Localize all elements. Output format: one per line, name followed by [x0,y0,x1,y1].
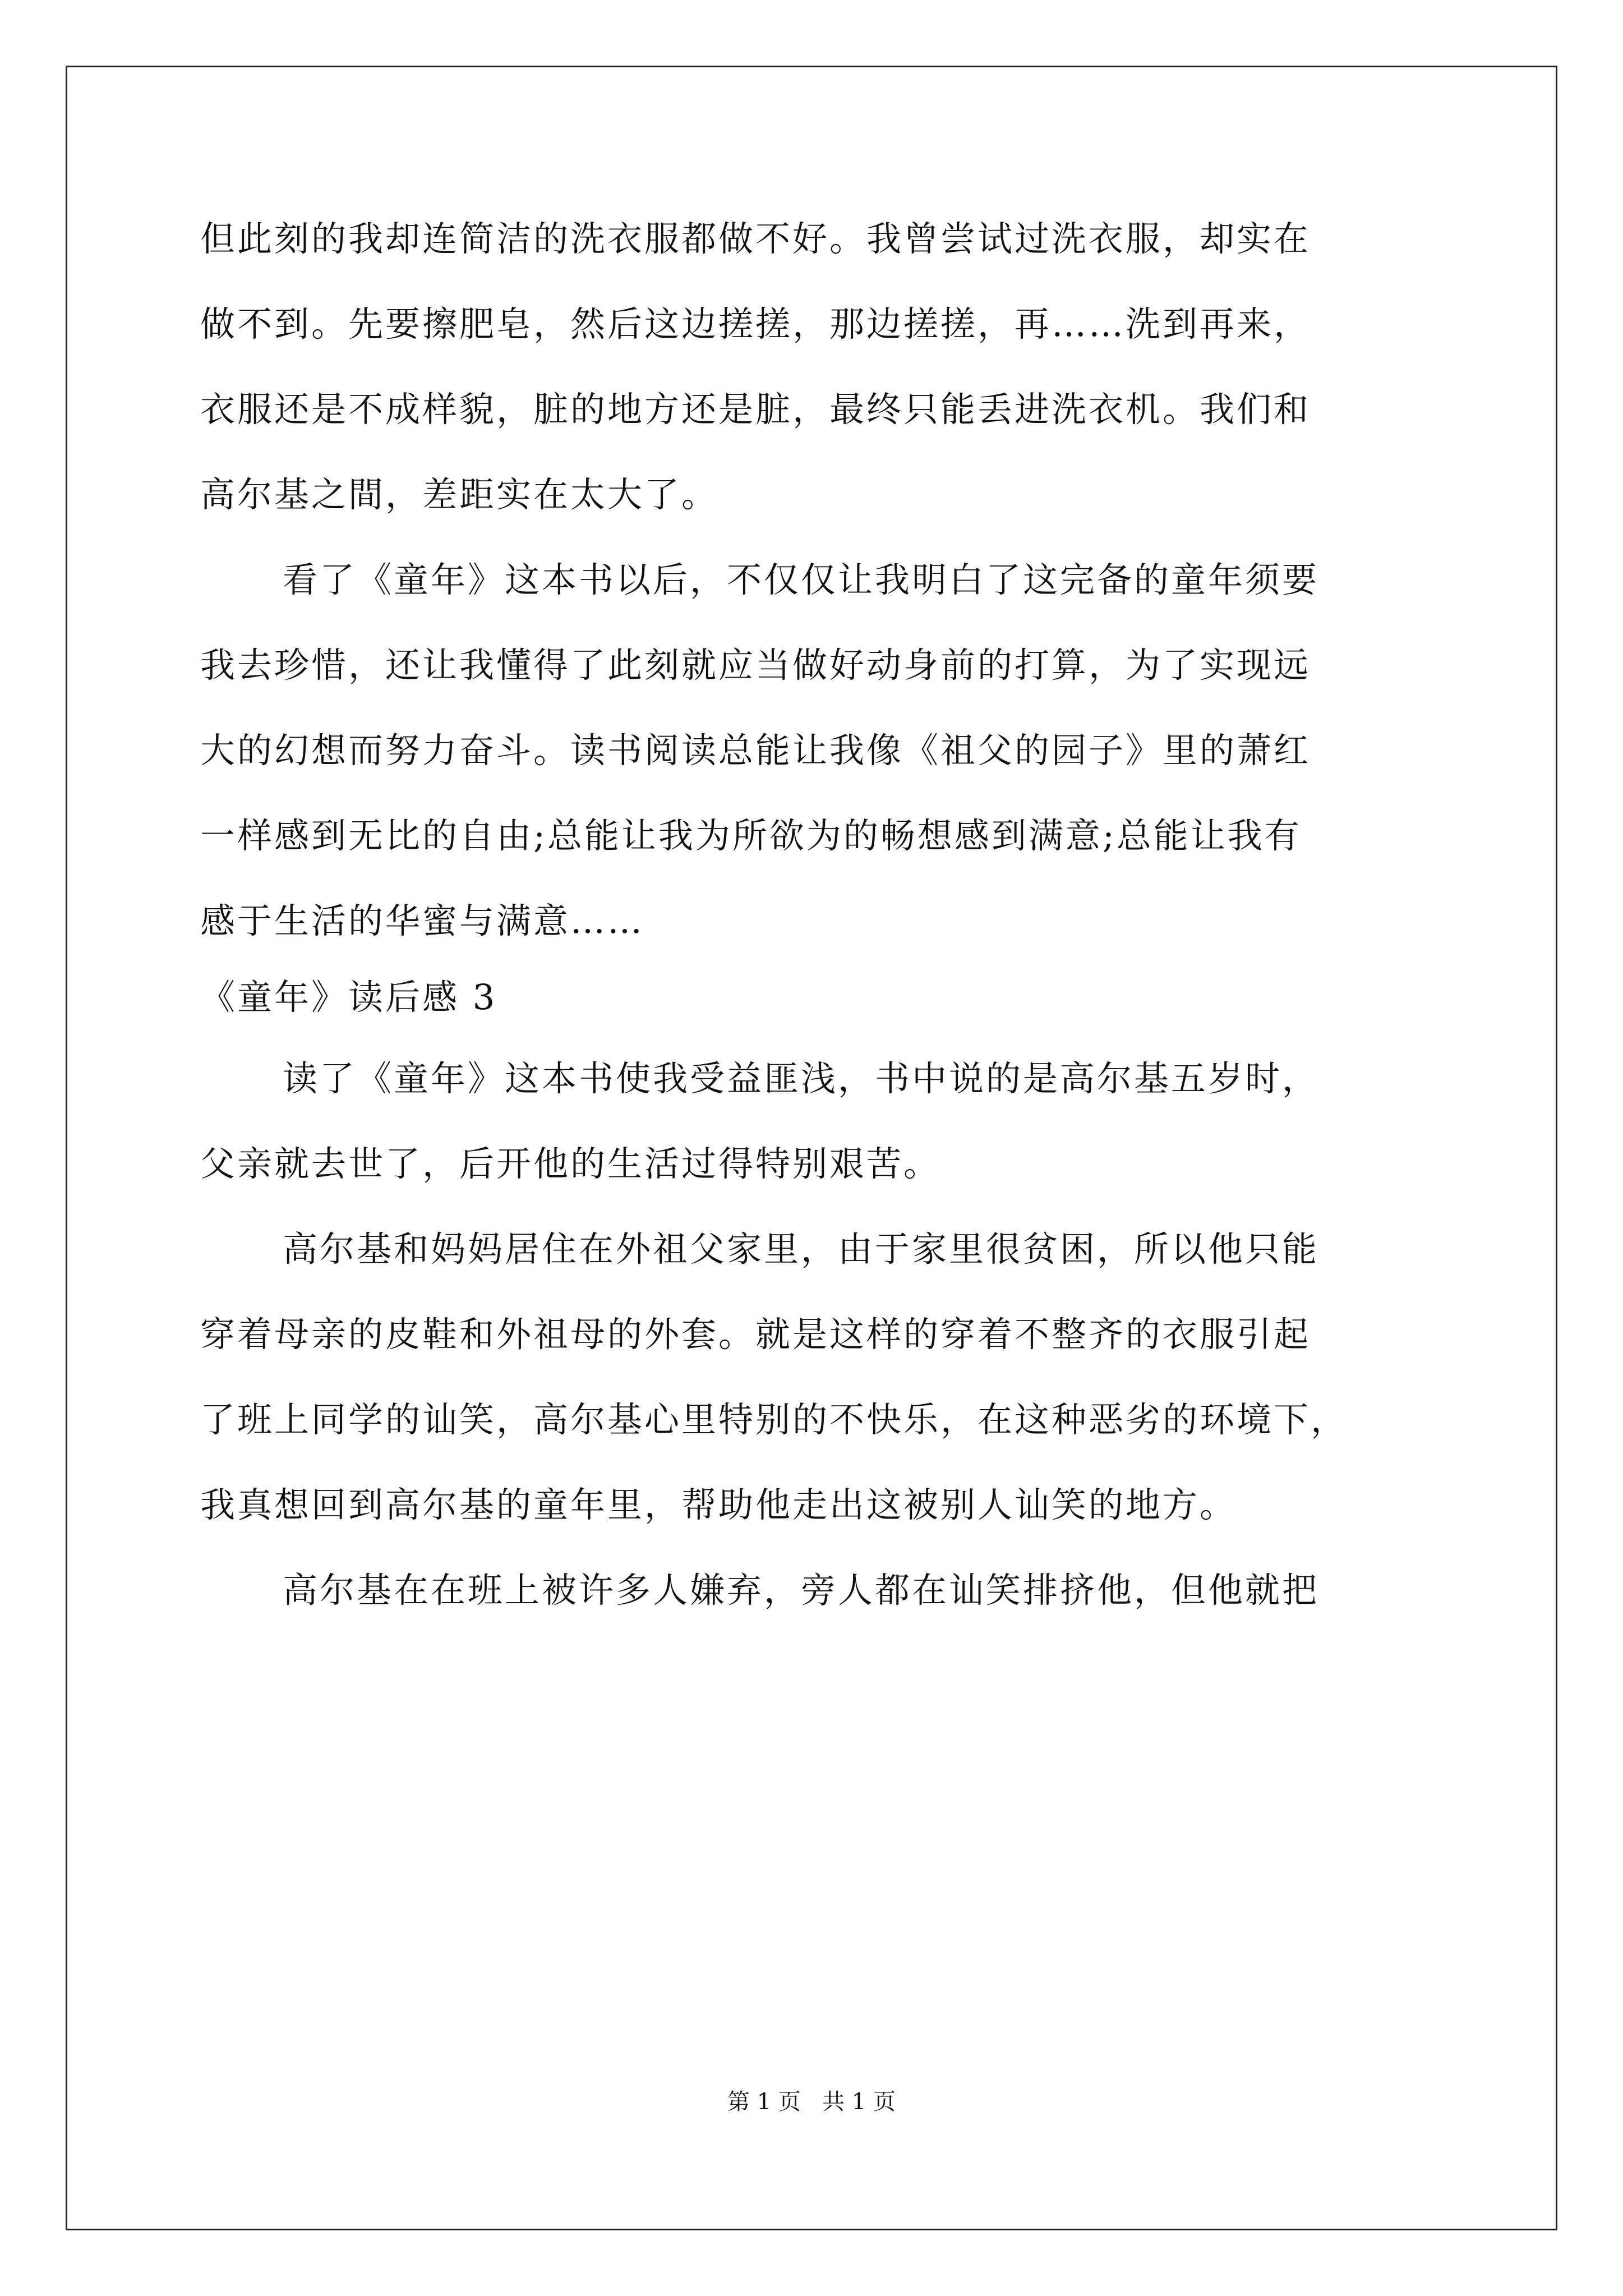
text-line: 我去珍惜，还让我懂得了此刻就应当做好动身前的打算，为了实现远 [200,645,1311,685]
text-line: 但此刻的我却连简洁的洗衣服都做不好。我曾尝试过洗衣服，却实在 [200,218,1311,259]
text-line: 衣服还是不成样貌，脏的地方还是脏，最终只能丢进洗衣机。我们和 [200,389,1311,430]
text-line: 做不到。先要擦肥皂，然后这边搓搓，那边搓搓，再……洗到再来， [200,303,1311,344]
text-line: 了班上同学的讪笑，高尔基心里特别的不快乐，在这种恶劣的环境下， [200,1399,1348,1440]
text-line: 感于生活的华蜜与满意…… [200,900,645,941]
paragraph-start-line: 看了《童年》这本书以后，不仅仅让我明白了这完备的童年须要 [283,559,1320,600]
text-line: 高尔基之間，差距实在太大了。 [200,474,719,515]
text-line: 父亲就去世了，后开他的生活过得特别艰苦。 [200,1143,941,1184]
text-line: 一样感到无比的自由;总能让我为所欲为的畅想感到满意;总能让我有 [200,815,1302,856]
text-line: 穿着母亲的皮鞋和外祖母的外套。就是这样的穿着不整齐的衣服引起 [200,1314,1311,1355]
page-footer: 第 1 页 共 1 页 [727,2089,896,2115]
text-line: 我真想回到高尔基的童年里，帮助他走出这被别人讪笑的地方。 [200,1484,1237,1525]
paragraph-start-line: 读了《童年》这本书使我受益匪浅，书中说的是高尔基五岁时， [283,1058,1320,1099]
text-line: 大的幻想而努力奋斗。读书阅读总能让我像《祖父的园子》里的萧红 [200,730,1311,771]
section-heading: 《童年》读后感 3 [200,977,497,1018]
paragraph-start-line: 高尔基和妈妈居住在外祖父家里，由于家里很贫困，所以他只能 [283,1228,1320,1269]
paragraph-start-line: 高尔基在在班上被许多人嫌弃，旁人都在讪笑排挤他，但他就把 [283,1570,1320,1611]
